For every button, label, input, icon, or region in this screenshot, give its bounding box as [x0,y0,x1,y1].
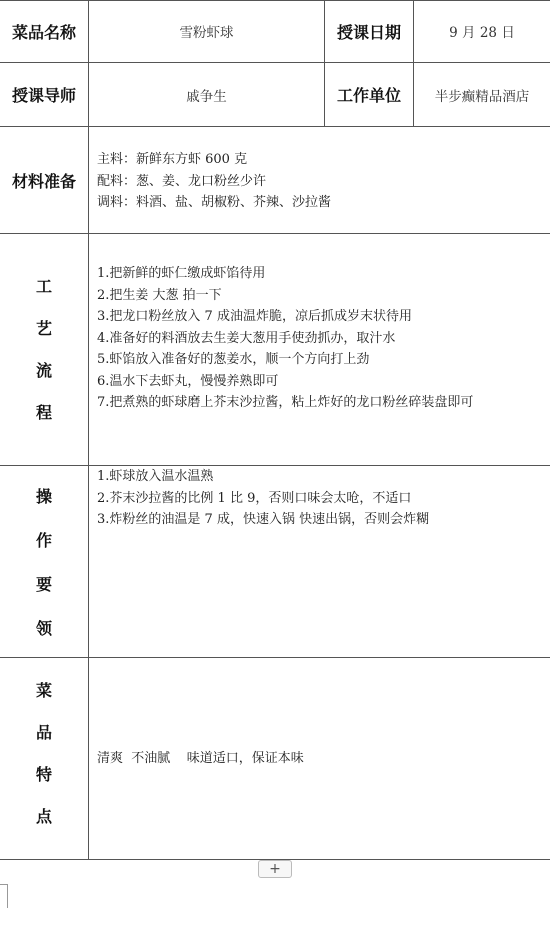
instructor-label-text: 授课导师 [11,86,76,105]
workplace-value: 半步癫精品酒店 [434,88,530,105]
class-date-cell[interactable] [414,0,550,62]
instructor-value: 戚争生 [186,88,227,105]
tips-label-char: 要 [35,575,52,594]
dish-name-cell[interactable] [89,0,324,62]
process-label-char: 工 [35,277,52,296]
class-date-label-text: 授课日期 [336,22,401,42]
plus-icon: + [269,861,281,877]
tips-line: 2.芥末沙拉酱的比例 1 比 9，否则口味会太呛，不适口 [97,490,412,506]
dish-name-label [0,0,88,62]
materials-line: 配料：葱、姜、龙口粉丝少许 [97,173,267,189]
process-step: 6.温水下去虾丸，慢慢养熟即可 [97,373,279,389]
process-step: 5.虾馅放入准备好的葱姜水，顺一个方向打上劲 [97,352,370,367]
process-label [0,274,88,442]
materials-label-text: 材料准备 [11,171,76,191]
features-text: 清爽 不油腻 味道适口，保证本味 [97,751,304,766]
process-label-char: 流 [35,361,52,380]
tips-line: 1.虾球放入温水温熟 [97,469,214,484]
features-label-char: 菜 [35,681,52,700]
process-cell[interactable] [97,263,473,414]
tips-cell[interactable] [97,466,429,531]
materials-label [0,127,88,233]
features-label-char: 点 [35,807,52,826]
class-date-value: 9 月 28 日 [449,25,515,41]
process-step: 7.把煮熟的虾球磨上芥末沙拉酱，粘上炸好的龙口粉丝碎装盘即可 [97,395,474,410]
class-date-label [325,0,413,62]
tips-label [0,484,88,660]
table-column-divider [88,0,89,860]
tips-label-char: 领 [35,619,52,638]
process-step: 4.准备好的料酒放去生姜大葱用手使劲抓办，取汁水 [97,330,396,346]
materials-cell[interactable] [97,149,331,214]
features-label-char: 特 [35,765,52,784]
process-step: 1.把新鲜的虾仁缴成虾馅待用 [97,266,266,281]
instructor-label [0,63,88,126]
process-step: 3.把龙口粉丝放入 7 成油温炸脆，凉后抓成岁末状待用 [97,309,412,324]
features-label-char: 品 [35,723,52,742]
instructor-cell[interactable] [89,63,324,126]
table-row-divider [0,233,550,234]
process-label-char: 艺 [35,319,52,338]
process-step: 2.把生姜 大葱 拍一下 [97,287,222,303]
tips-label-char: 操 [35,487,52,506]
dish-name-label-text: 菜品名称 [11,22,76,42]
process-label-char: 程 [35,403,52,422]
add-row-button[interactable] [258,860,292,878]
tips-label-char: 作 [35,531,52,550]
materials-line: 调料：料酒、盐、胡椒粉、芥辣、沙拉酱 [97,195,332,210]
features-cell[interactable] [97,748,304,770]
tips-line: 3.炸粉丝的油温是 7 成，快速入锅 快速出锅，否则会炸糊 [97,512,430,527]
page-margin-marker [0,884,8,908]
dish-name-value: 雪粉虾球 [179,25,234,41]
workplace-label-text: 工作单位 [336,86,401,105]
materials-line: 主料：新鲜东方虾 600 克 [97,152,248,167]
workplace-label [325,63,413,126]
features-label [0,678,88,846]
workplace-cell[interactable] [414,63,550,126]
